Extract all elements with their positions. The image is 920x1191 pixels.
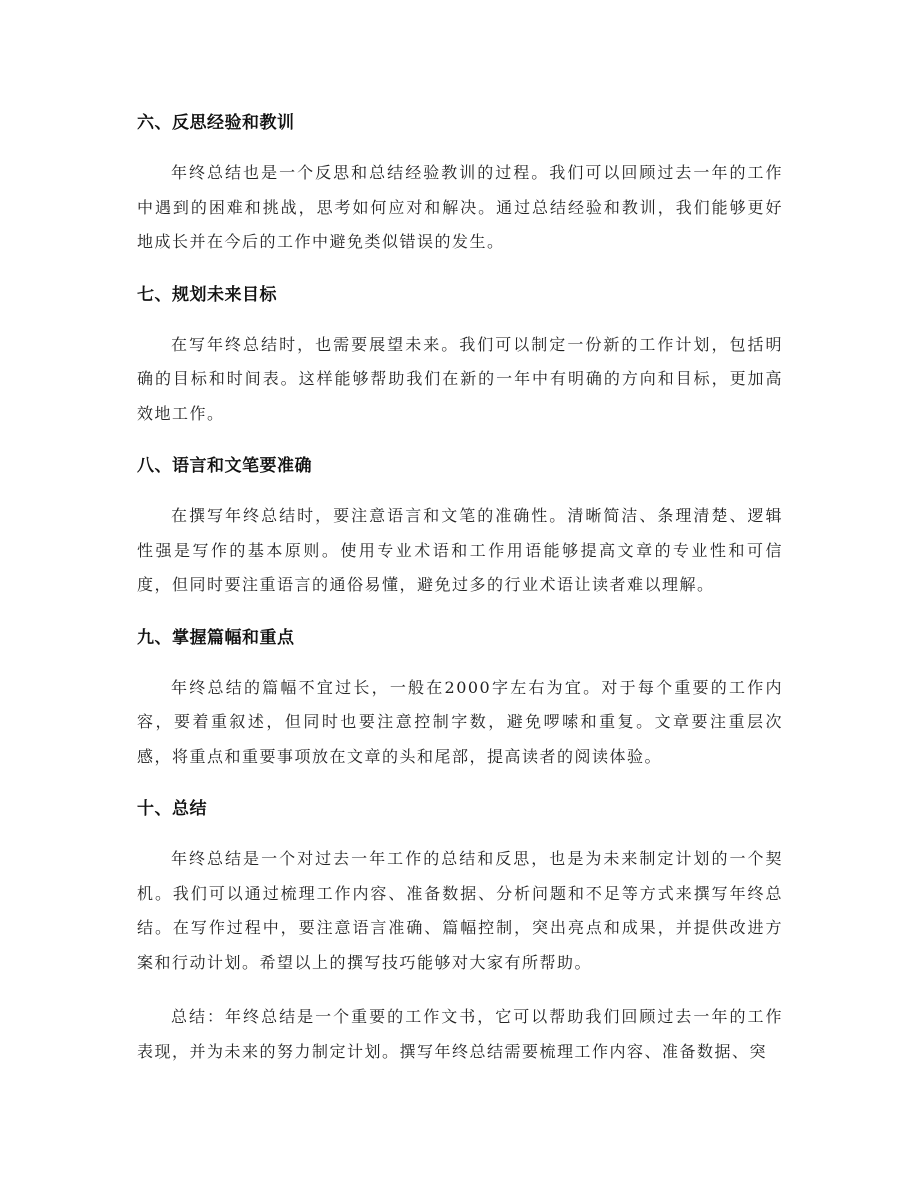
section-heading: 七、规划未来目标 — [137, 284, 277, 305]
section-6 — [137, 108, 783, 260]
section-8 — [137, 451, 783, 603]
section-heading: 十、总结 — [137, 799, 207, 819]
section-heading: 六、反思经验和教训 — [137, 113, 295, 133]
section-paragraph: 年终总结也是一个反思和总结经验教训的过程。我们可以回顾过去一年的工作中遇到的困难和挑战，思考如何应对和解决。通过总结经验和教训，我们能够更好地成长并在今后的工作中避免类似错误的发生。 — [137, 163, 783, 251]
section-heading: 八、语言和文笔要准确 — [137, 456, 312, 476]
section-paragraph: 年终总结是一个对过去一年工作的总结和反思，也是为未来制定计划的一个契机。我们可以通过梳理工作内容、准备数据、分析问题和不足等方式来撰写年终总结。在写作过程中，要注意语言准确、篇幅控制，突出亮点和成果，并提供改进方案和行动计划。希望以上的撰写技巧能够对大家有所帮助。 — [137, 849, 783, 972]
section-paragraph: 在撰写年终总结时，要注意语言和文笔的准确性。清晰简洁、条理清楚、逻辑性强是写作的基本原则。使用专业术语和工作用语能够提高文章的专业性和可信度，但同时要注重语言的通俗易懂，避免过多的行业术语让读者难以理解。 — [137, 506, 783, 594]
section-paragraph: 年终总结的篇幅不宜过长，一般在2000字左右为宜。对于每个重要的工作内容，要着重叙述，但同时也要注意控制字数，避免啰嗦和重复。文章要注重层次感，将重点和重要事项放在文章的头和尾部，提高读者的阅读体验。 — [137, 677, 783, 766]
summary-paragraph: 总结：年终总结是一个重要的工作文书，它可以帮助我们回顾过去一年的工作表现，并为未来的努力制定计划。撰写年终总结需要梳理工作内容、准备数据、突 — [137, 1007, 783, 1061]
section-9 — [137, 623, 783, 775]
section-heading: 九、掌握篇幅和重点 — [137, 627, 295, 648]
section-10 — [137, 794, 783, 980]
section-paragraph: 在写年终总结时，也需要展望未来。我们可以制定一份新的工作计划，包括明确的目标和时间表。这样能够帮助我们在新的一年中有明确的方向和目标，更加高效地工作。 — [137, 334, 783, 423]
section-7 — [137, 280, 783, 432]
